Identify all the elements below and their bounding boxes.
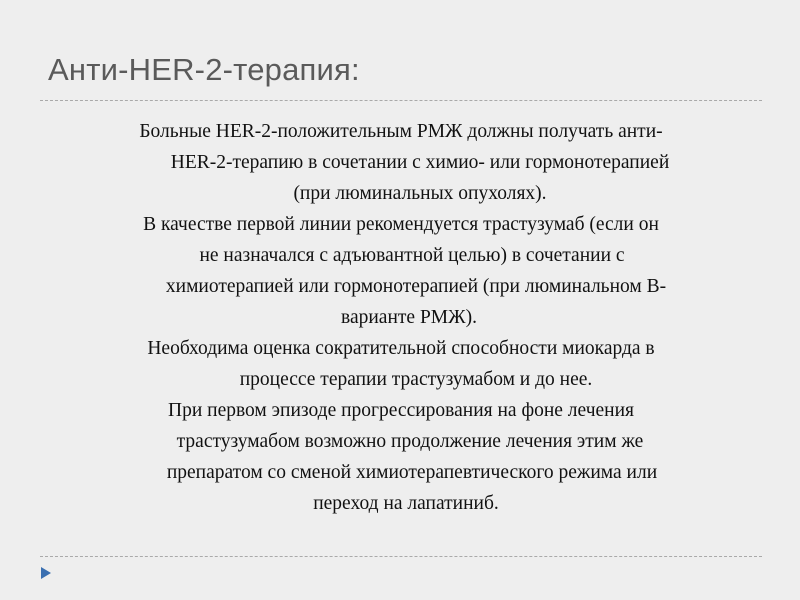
slide-title: Анти-HER-2-терапия: bbox=[48, 52, 360, 87]
text-line: В качестве первой линии рекомендуется трастузумаб (если он bbox=[143, 214, 659, 235]
text-line: переход на лапатиниб. bbox=[313, 493, 499, 514]
text-line: Больные HER-2-положительным РМЖ должны получать анти- bbox=[139, 121, 663, 142]
text-line: химиотерапией или гормонотерапией (при люминальном В- bbox=[165, 276, 667, 297]
text-line: варианте РМЖ). bbox=[341, 307, 477, 328]
text-line: Необходима оценка сократительной способности миокарда в bbox=[147, 338, 655, 359]
paragraph-4 bbox=[40, 395, 762, 519]
title-divider bbox=[40, 100, 762, 101]
text-line: препаратом со сменой химиотерапевтического режима или bbox=[166, 462, 658, 483]
slide-body bbox=[40, 116, 762, 519]
paragraph-3 bbox=[40, 333, 762, 395]
paragraph-1 bbox=[40, 116, 762, 209]
text-line: трастузумабом возможно продолжение лечения этим же bbox=[176, 431, 644, 452]
footer-divider bbox=[40, 556, 762, 557]
text-line: не назначался с адъювантной целью) в сочетании с bbox=[199, 245, 625, 266]
text-line: процессе терапии трастузумабом и до нее. bbox=[239, 369, 593, 390]
text-line: При первом эпизоде прогрессирования на фоне лечения bbox=[167, 400, 635, 421]
paragraph-2 bbox=[40, 209, 762, 333]
text-line: HER-2-терапию в сочетании с химио- или гормонотерапией bbox=[170, 152, 670, 173]
triangle-right-icon[interactable] bbox=[40, 566, 52, 580]
text-line: (при люминальных опухолях). bbox=[293, 183, 547, 204]
